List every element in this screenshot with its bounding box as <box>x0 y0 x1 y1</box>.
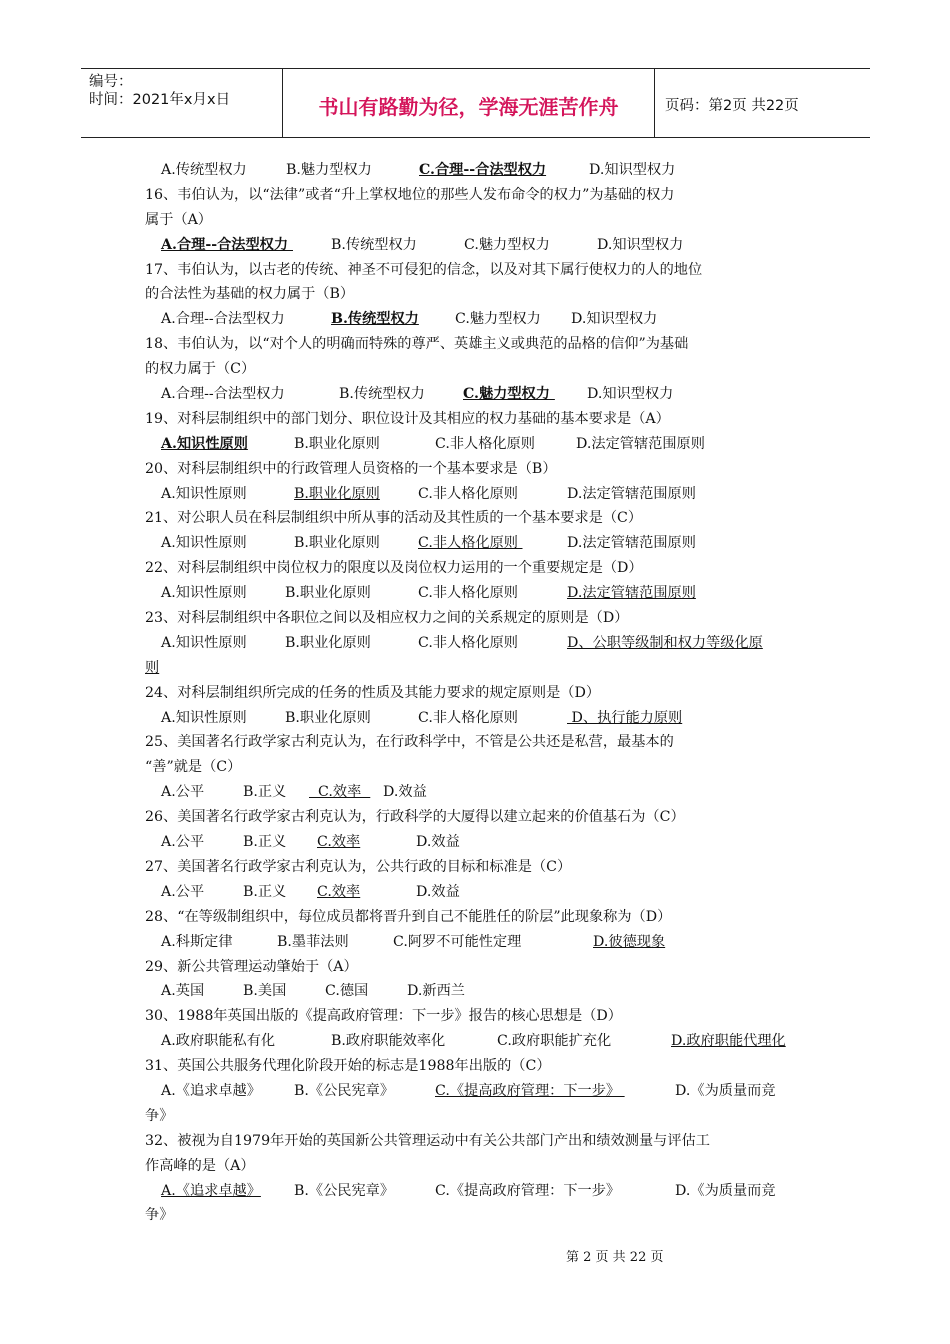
option: B.《公民宪章》 <box>294 1182 395 1199</box>
option: B.传统型权力 <box>331 236 417 253</box>
correct-option: C.效率 <box>317 834 361 851</box>
question-text-line: 17、韦伯认为，以古老的传统、神圣不可侵犯的信念，以及对其下属行使权力的人的地位 <box>145 261 703 278</box>
option: D.效益 <box>383 784 427 801</box>
option: A.传统型权力 <box>161 162 247 178</box>
question-text-line: 22、对科层制组织中岗位权力的限度以及岗位权力运用的一个重要规定是（D） <box>145 560 643 577</box>
header-meta <box>81 69 283 137</box>
option: D.知识型权力 <box>589 162 676 178</box>
answer-options <box>145 706 805 731</box>
option: B.魅力型权力 <box>286 162 372 178</box>
answer-options <box>145 1179 805 1204</box>
answer-options <box>145 631 805 656</box>
option: C.非人格化原则 <box>418 485 518 502</box>
correct-option: C.效率 <box>309 784 371 801</box>
option: D.法定管辖范围原则 <box>567 485 696 502</box>
option: C.非人格化原则 <box>418 585 518 602</box>
question-text-line: 24、对科层制组织所完成的任务的性质及其能力要求的规定原则是（D） <box>145 684 601 701</box>
question-text-line: 的合法性为基础的权力属于（B） <box>145 286 355 303</box>
question-text-line: 16、韦伯认为，以“法律”或者“升上掌权地位的那些人发布命令的权力”为基础的权力 <box>145 186 675 203</box>
header-motto: 书山有路勤为径，学海无涯苦作舟 <box>283 69 655 137</box>
option: A.《追求卓越》 <box>161 1082 261 1099</box>
question-text-line: 31、英国公共服务代理化阶段开始的标志是1988年出版的（C） <box>145 1058 551 1075</box>
question-text-line: 争》 <box>145 1207 174 1224</box>
option: B.美国 <box>243 983 287 1000</box>
correct-option: C.《提高政府管理：下一步》 <box>435 1082 625 1099</box>
option: A.英国 <box>161 983 205 1000</box>
question-text-line: 30、1988年英国出版的《提高政府管理：下一步》报告的核心思想是（D） <box>145 1008 622 1025</box>
question-list <box>145 158 805 1228</box>
correct-option: A.合理--合法型权力 <box>161 236 293 253</box>
correct-option: C.非人格化原则 <box>418 535 523 552</box>
option: C.非人格化原则 <box>435 435 535 452</box>
doc-number-label: 编号： <box>89 74 133 90</box>
question-text-line: 争》 <box>145 1107 174 1124</box>
answer-options <box>145 979 805 1004</box>
option: C.魅力型权力 <box>464 236 550 253</box>
option: A.公平 <box>161 784 205 801</box>
correct-option: C.魅力型权力 <box>463 386 555 403</box>
option: B.职业化原则 <box>285 634 371 651</box>
page-header <box>81 68 870 138</box>
option: A.知识性原则 <box>161 585 247 602</box>
option: C.阿罗不可能性定理 <box>393 933 522 950</box>
option: C.非人格化原则 <box>418 634 518 651</box>
option: D.效益 <box>416 883 460 900</box>
option: B.职业化原则 <box>294 535 380 552</box>
header-page-number: 页码：第2页 共22页 <box>665 97 799 114</box>
footer-page-number: 第 2 页 共 22 页 <box>566 1250 664 1265</box>
answer-options <box>145 880 805 905</box>
answer-options <box>145 780 805 805</box>
doc-date-label: 时间：2021年x月x日 <box>89 92 231 108</box>
correct-option: B.传统型权力 <box>331 311 419 328</box>
question-text-line: 23、对科层制组织中各职位之间以及相应权力之间的关系规定的原则是（D） <box>145 610 629 627</box>
option: C.《提高政府管理：下一步》 <box>435 1182 621 1199</box>
option: A.合理--合法型权力 <box>161 386 285 403</box>
answer-options <box>145 382 805 407</box>
option: D.知识型权力 <box>587 386 674 403</box>
option: A.合理--合法型权力 <box>161 311 285 328</box>
option: D.法定管辖范围原则 <box>567 535 696 552</box>
option: C.魅力型权力 <box>455 311 541 328</box>
answer-options <box>145 1029 805 1054</box>
option: D.效益 <box>416 834 460 851</box>
question-text-line: 28、“在等级制组织中，每位成员都将晋升到自己不能胜任的阶层”此现象称为（D） <box>145 908 672 925</box>
option: A.公平 <box>161 883 205 900</box>
option: D.《为质量而竞 <box>675 1082 776 1099</box>
correct-option: B.职业化原则 <box>294 485 380 502</box>
option: B.传统型权力 <box>339 386 425 403</box>
question-text-line: 20、对科层制组织中的行政管理人员资格的一个基本要求是（B） <box>145 460 557 477</box>
answer-options <box>145 531 805 556</box>
option: B.墨菲法则 <box>277 933 349 950</box>
correct-option: D.法定管辖范围原则 <box>567 585 696 602</box>
option: B.职业化原则 <box>294 435 380 452</box>
answer-options <box>145 581 805 606</box>
answer-options <box>145 158 805 183</box>
correct-option: C.效率 <box>317 883 361 900</box>
option: B.职业化原则 <box>285 709 371 726</box>
question-text-line: 的权力属于（C） <box>145 361 256 378</box>
option: D.知识型权力 <box>597 236 684 253</box>
option: A.知识性原则 <box>161 535 247 552</box>
option: D.《为质量而竞 <box>675 1182 776 1199</box>
answer-options <box>145 307 805 332</box>
question-text-line: 则 <box>145 659 160 676</box>
option: B.正义 <box>243 834 287 851</box>
option: D.法定管辖范围原则 <box>576 435 705 452</box>
correct-option: A.知识性原则 <box>161 435 248 452</box>
question-text-line: 属于（A） <box>145 211 212 228</box>
question-text-line: 29、新公共管理运动肇始于（A） <box>145 958 358 975</box>
question-text-line: 作高峰的是（A） <box>145 1157 255 1174</box>
option: A.科斯定律 <box>161 933 233 950</box>
correct-option: C.合理--合法型权力 <box>419 162 547 178</box>
option: A.公平 <box>161 834 205 851</box>
answer-options <box>145 432 805 457</box>
question-text-line: 32、被视为自1979年开始的英国新公共管理运动中有关公共部门产出和绩效测量与评估工 <box>145 1132 710 1149</box>
option: A.知识性原则 <box>161 634 247 651</box>
correct-option: D.政府职能代理化 <box>671 1033 786 1050</box>
option: B.职业化原则 <box>285 585 371 602</box>
question-text-line: 26、美国著名行政学家古利克认为，行政科学的大厦得以建立起来的价值基石为（C） <box>145 809 685 826</box>
option: A.知识性原则 <box>161 709 247 726</box>
option: A.知识性原则 <box>161 485 247 502</box>
answer-options <box>145 830 805 855</box>
option: B.《公民宪章》 <box>294 1082 395 1099</box>
question-text-line: 18、韦伯认为，以“对个人的明确而特殊的尊严、英雄主义或典范的品格的信仰”为基础 <box>145 336 689 353</box>
option: B.政府职能效率化 <box>331 1033 446 1050</box>
question-text-line: 27、美国著名行政学家古利克认为，公共行政的目标和标准是（C） <box>145 858 572 875</box>
option: B.正义 <box>243 784 287 801</box>
option: C.非人格化原则 <box>418 709 518 726</box>
correct-option: D、公职等级制和权力等级化原 <box>567 634 763 651</box>
option: A.政府职能私有化 <box>161 1033 276 1050</box>
answer-options <box>145 233 805 258</box>
question-text-line: 21、对公职人员在科层制组织中所从事的活动及其性质的一个基本要求是（C） <box>145 510 643 527</box>
option: D.知识型权力 <box>571 311 658 328</box>
option: B.正义 <box>243 883 287 900</box>
correct-option: A.《追求卓越》 <box>161 1182 261 1199</box>
question-text-line: 19、对科层制组织中的部门划分、职位设计及其相应的权力基础的基本要求是（A） <box>145 410 670 427</box>
correct-option: D、执行能力原则 <box>567 709 683 726</box>
answer-options <box>145 482 805 507</box>
answer-options <box>145 930 805 955</box>
answer-options <box>145 1079 805 1104</box>
question-text-line: “善”就是（C） <box>145 759 242 776</box>
option: C.政府职能扩充化 <box>497 1033 612 1050</box>
correct-option: D.彼德现象 <box>593 933 666 950</box>
option: C.德国 <box>325 983 369 1000</box>
question-text-line: 25、美国著名行政学家古利克认为，在行政科学中，不管是公共还是私营，最基本的 <box>145 734 674 751</box>
option: D.新西兰 <box>407 983 465 1000</box>
